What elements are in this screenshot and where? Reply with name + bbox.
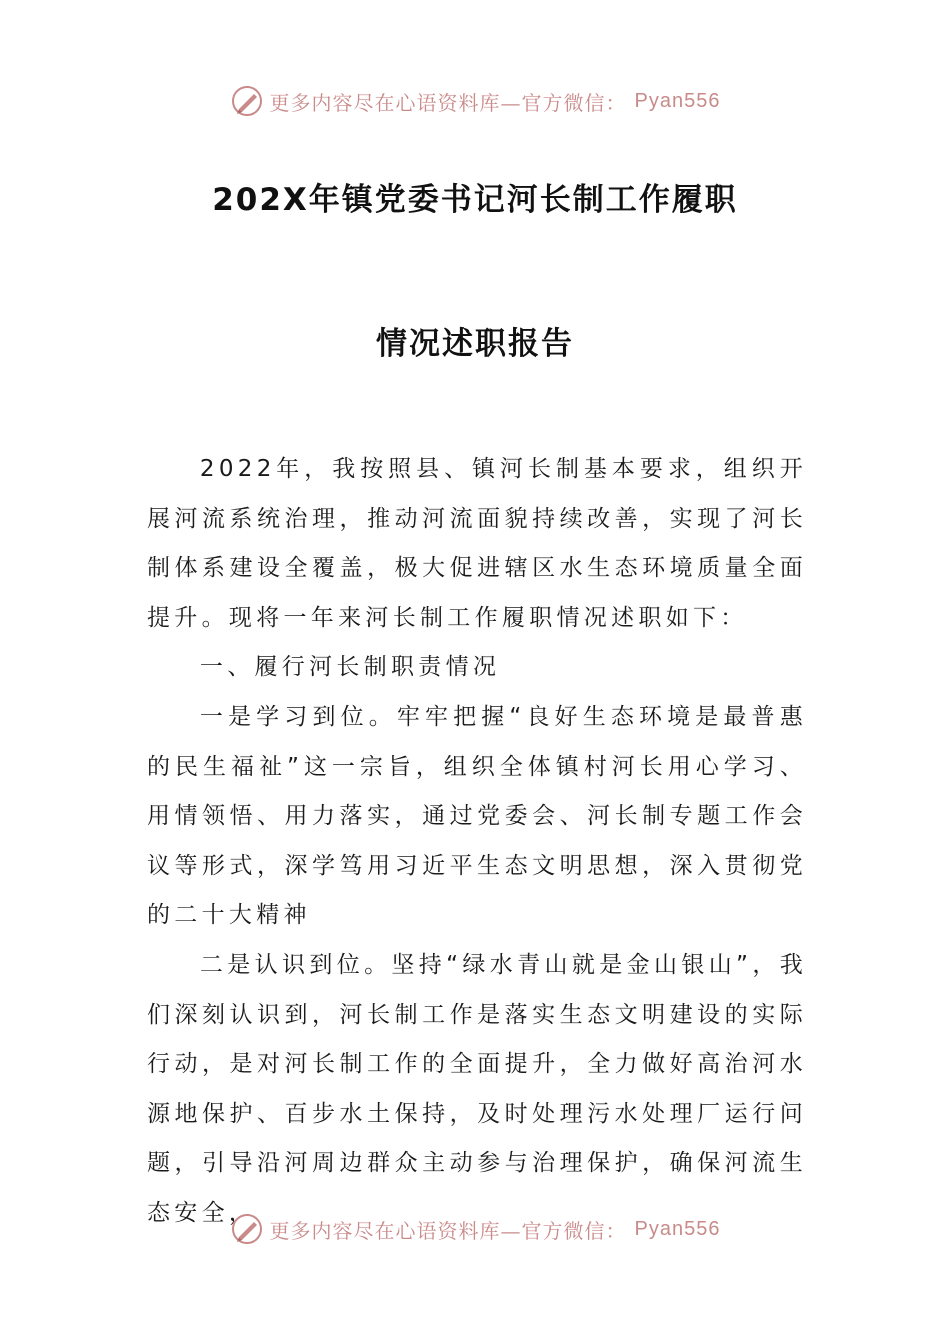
header-watermark: [0, 84, 950, 118]
document-body: [147, 445, 807, 1239]
section-heading: 一、履行河长制职责情况: [199, 654, 501, 681]
pen-logo-icon: [230, 1212, 264, 1246]
paragraph: 一是学习到位。牢牢把握“良好生态环境是最普惠的民生福祉”这一宗旨，组织全体镇村河长用心学习、用情领悟、用力落实，通过党委会、河长制专题工作会议等形式，深学笃用习近平生态文明思想，深入贯彻党的二十大精神: [147, 703, 807, 929]
paragraph: 二是认识到位。坚持“绿水青山就是金山银山”，我们深刻认识到，河长制工作是落实生态文明建设的实际行动，是对河长制工作的全面提升，全力做好高治河水源地保护、百步水土保持，及时处理污水处理厂运行问题，引导沿河周边群众主动参与治理保护，确保河流生态安全，: [147, 951, 807, 1226]
watermark-text: 更多内容尽在心语资料库—官方微信：: [269, 1218, 627, 1243]
watermark-wechat-id: Pyan556: [634, 1217, 721, 1240]
pen-logo-icon: [230, 84, 264, 118]
document-title-line-2: 情况述职报告: [376, 326, 574, 362]
watermark-text: 更多内容尽在心语资料库—官方微信：: [269, 90, 627, 115]
paragraph: 2022年，我按照县、镇河长制基本要求，组织开展河流系统治理，推动河流面貌持续改善，实现了河长制体系建设全覆盖，极大促进辖区水生态环境质量全面提升。现将一年来河长制工作履职情况述职如下：: [147, 456, 807, 631]
footer-watermark: [0, 1212, 950, 1246]
watermark-wechat-id: Pyan556: [634, 89, 721, 112]
document-title-line-1: 202X年镇党委书记河长制工作履职: [212, 182, 738, 218]
